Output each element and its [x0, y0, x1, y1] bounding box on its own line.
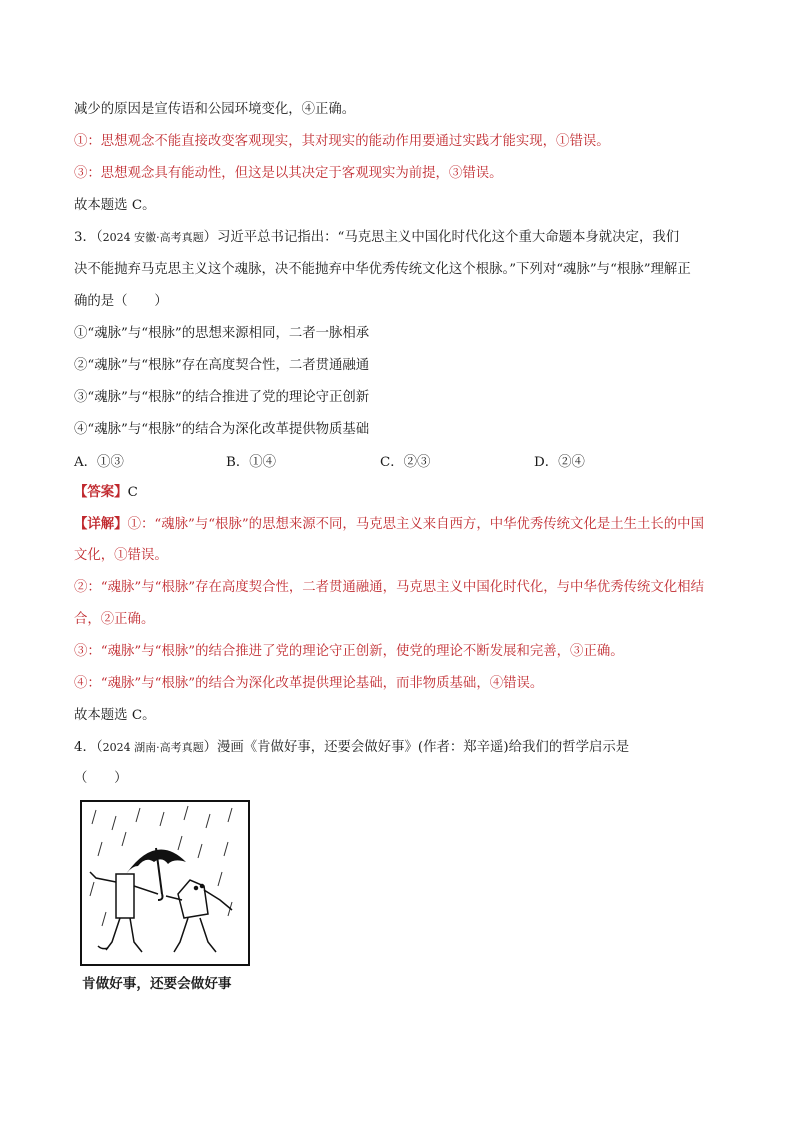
question-4-stem — [74, 739, 629, 757]
question-4-stem-cont: （ ） — [74, 771, 128, 786]
question-number: 4．（ — [74, 740, 103, 755]
detail-line: ④：“魂脉”与“根脉”的结合为深化改革提供理论基础，而非物质基础，④错误。 — [74, 676, 544, 691]
detail-line — [74, 515, 704, 534]
option-b: B．①④ — [226, 455, 277, 470]
statement-item: ③“魂脉”与“根脉”的结合推进了党的理论守正创新 — [74, 390, 370, 405]
answer-line — [74, 483, 138, 502]
answer-options — [74, 451, 734, 471]
question-text: ）习近平总书记指出：“马克思主义中国化时代化这个重大命题本身就决定，我们 — [203, 230, 680, 245]
detail-line: 文化，①错误。 — [74, 548, 168, 563]
conclusion-line: 故本题选 C。 — [74, 708, 156, 723]
question-text: ）漫画《肯做好事，还要会做好事》(作者：郑辛遥)给我们的哲学启示是 — [203, 740, 630, 755]
question-3-stem — [74, 229, 679, 247]
question-3-stem-cont: 决不能抛弃马克思主义这个魂脉，决不能抛弃中华优秀传统文化这个根脉。”下列对“魂脉”与“根脉”理解正 — [74, 262, 691, 277]
cartoon-caption: 肯做好事，还要会做好事 — [82, 976, 232, 992]
person-left-icon — [90, 872, 158, 952]
question-number: 3．（ — [74, 230, 103, 245]
question-3-stem-cont: 确的是（ ） — [74, 294, 168, 309]
detail-line: ③：“魂脉”与“根脉”的结合推进了党的理论守正创新，使党的理论不断发展和完善，③正确。 — [74, 644, 624, 659]
statement-item: ④“魂脉”与“根脉”的结合为深化改革提供物质基础 — [74, 422, 370, 437]
option-a: A．①③ — [74, 455, 124, 470]
detail-text: ①：“魂脉”与“根脉”的思想来源不同，马克思主义来自西方，中华优秀传统文化是土生土长的中国 — [127, 517, 704, 532]
statement-item: ②“魂脉”与“根脉”存在高度契合性，二者贯通融通 — [74, 358, 370, 373]
rain-icon — [90, 806, 232, 926]
answer-value: C — [127, 485, 138, 500]
explanation-line: ①：思想观念不能直接改变客观现实，其对现实的能动作用要通过实践才能实现，①错误。 — [74, 134, 610, 149]
detail-line: ②：“魂脉”与“根脉”存在高度契合性，二者贯通融通，马克思主义中国化时代化，与中华优秀传统文化相结 — [74, 580, 704, 595]
person-right-icon — [166, 880, 232, 952]
option-d: D．②④ — [534, 455, 585, 470]
umbrella-icon — [126, 848, 186, 900]
explanation-line: ③：思想观念具有能动性，但这是以其决定于客观现实为前提，③错误。 — [74, 166, 503, 181]
conclusion-line: 故本题选 C。 — [74, 198, 156, 213]
detail-label: 【详解】 — [74, 516, 128, 532]
detail-line: 合，②正确。 — [74, 612, 155, 627]
question-source: 2024 湖南·高考真题 — [102, 741, 204, 754]
cartoon-illustration — [82, 802, 248, 964]
option-c: C．②③ — [380, 455, 431, 470]
paragraph-line: 减少的原因是宣传语和公园环境变化，④正确。 — [74, 102, 356, 117]
answer-label: 【答案】 — [74, 484, 128, 500]
cartoon-image — [80, 800, 250, 966]
statement-item: ①“魂脉”与“根脉”的思想来源相同，二者一脉相承 — [74, 326, 370, 341]
question-source: 2024 安徽·高考真题 — [102, 231, 204, 244]
